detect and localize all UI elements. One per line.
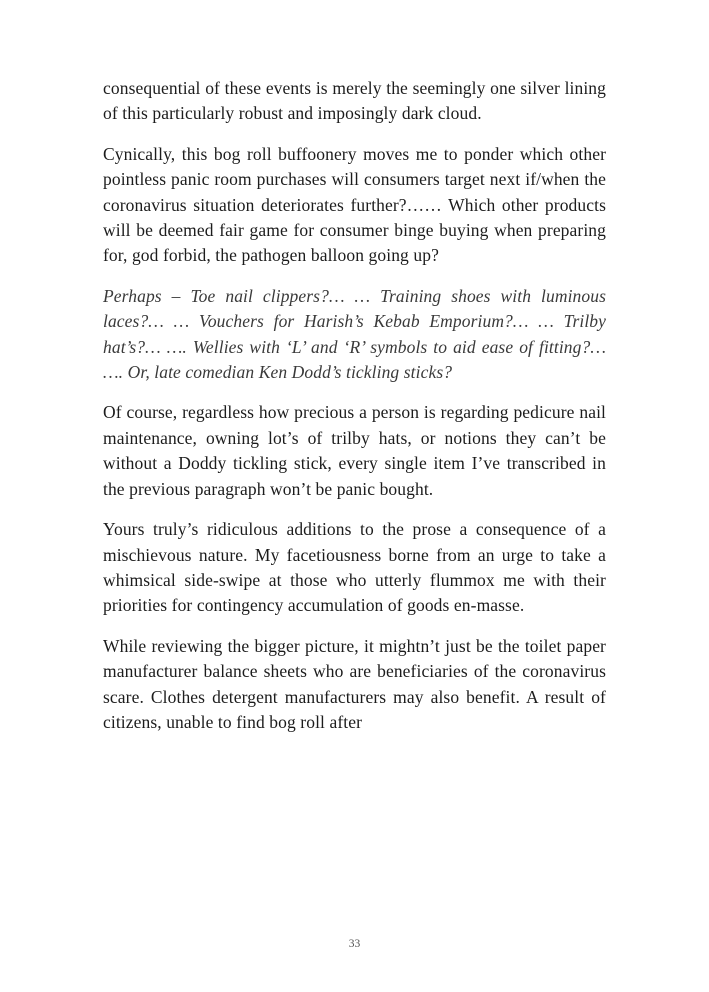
paragraph: While reviewing the bigger picture, it mightn’t just be the toilet paper manufacturer balance sheets who are beneficiaries of the coronavirus scare. Clothes detergent manufacturers may also benefit. A result of citizens, unable to find bog roll after: [103, 635, 606, 732]
paragraph: consequential of these events is merely the seemingly one silver lining of this particularly robust and imposingly dark cloud.: [103, 78, 606, 124]
page-number: 33: [348, 938, 361, 950]
paragraph: Yours truly’s ridiculous additions to the prose a consequence of a mischievous nature. My facetiousness borne from an urge to take a whimsical side-swipe at those who utterly flummox me with their priorities for contingency accumulation of goods en-masse.: [103, 519, 606, 616]
page-body-text: [103, 76, 606, 750]
paragraph-italic: Perhaps – Toe nail clippers?… … Training shoes with luminous laces?… … Vouchers for Harish’s Kebab Emporium?… … Trilby hat’s?… …. Wellies with ‘L’ and ‘R’ symbols to aid ease of fitting?… …. Or, late comedian Ken Dodd’s tickling sticks?: [103, 285, 606, 383]
paragraph: Cynically, this bog roll buffoonery moves me to ponder which other pointless panic room purchases will consumers target next if/when the coronavirus situation deteriorates further?…… Which other products will be deemed fair game for consumer binge buying when preparing for, god forbid, the pathogen balloon going up?: [103, 143, 606, 266]
paragraph: Of course, regardless how precious a person is regarding pedicure nail maintenance, owning lot’s of trilby hats, or notions they can’t be without a Doddy tickling stick, every single item I’ve transcribed in the previous paragraph won’t be panic bought.: [103, 402, 606, 499]
